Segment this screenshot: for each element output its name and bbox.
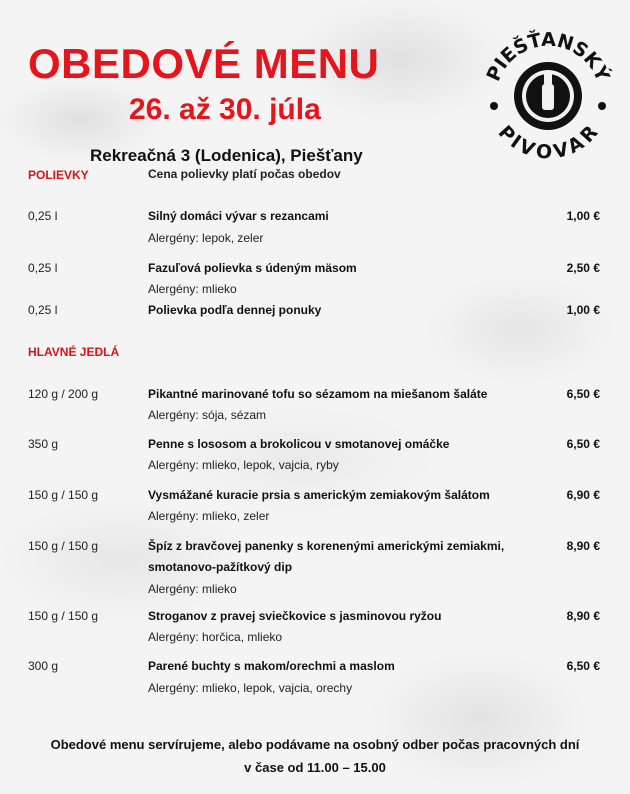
item-quantity: 0,25 l <box>28 209 58 223</box>
item-price: 8,90 € <box>566 539 600 553</box>
item-allergens: Alergény: lepok, zeler <box>148 231 264 245</box>
item-name: Polievka podľa dennej ponuky <box>148 303 322 317</box>
item-allergens: Alergény: mlieko, lepok, vajcia, orechy <box>148 681 353 695</box>
soup-price-note: Cena polievky platí počas obedov <box>148 167 341 181</box>
item-name: Pikantné marinované tofu so sézamom na miešanom šaláte <box>148 387 488 401</box>
brewery-logo <box>474 18 622 166</box>
item-price: 6,50 € <box>566 437 600 451</box>
item-name: Silný domáci vývar s rezancami <box>148 209 329 223</box>
logo-text-bottom: PIVOVAR <box>493 121 603 164</box>
item-allergens: Alergény: mlieko <box>148 582 237 596</box>
item-price: 1,00 € <box>566 303 600 317</box>
item-quantity: 350 g <box>28 437 59 451</box>
item-price: 2,50 € <box>566 261 600 275</box>
item-quantity: 150 g / 150 g <box>28 609 99 623</box>
footer-serving-hours: v čase od 11.00 – 15.00 <box>244 760 386 775</box>
item-allergens: Alergény: sója, sézam <box>148 408 267 422</box>
item-allergens: Alergény: mlieko <box>148 282 237 296</box>
page-title: OBEDOVÉ MENU <box>28 40 380 87</box>
item-price: 8,90 € <box>566 609 600 623</box>
logo-text-top: PIEŠŤANSKÝ <box>482 28 614 85</box>
item-name: Parené buchty s makom/orechmi a maslom <box>148 659 395 673</box>
item-price: 6,50 € <box>566 387 600 401</box>
item-name: Penne s lososom a brokolicou v smotanovej omáčke <box>148 437 450 451</box>
item-allergens: Alergény: mlieko, zeler <box>148 509 270 523</box>
item-quantity: 0,25 l <box>28 261 58 275</box>
item-price: 6,90 € <box>566 488 600 502</box>
item-quantity: 0,25 l <box>28 303 58 317</box>
item-name: Fazuľová polievka s údeným mäsom <box>148 261 357 275</box>
section-heading-mains: HLAVNÉ JEDLÁ <box>28 345 120 359</box>
item-name: Vysmážané kuracie prsia s americkým zemiakovým šalátom <box>148 488 490 502</box>
item-quantity: 300 g <box>28 659 59 673</box>
item-allergens: Alergény: horčica, mlieko <box>148 630 283 644</box>
item-name: Stroganov z pravej sviečkovice s jasminovou ryžou <box>148 609 442 623</box>
item-allergens: Alergény: mlieko, lepok, vajcia, ryby <box>148 458 339 472</box>
item-price: 1,00 € <box>566 209 600 223</box>
footer-serving-note: Obedové menu servírujeme, alebo podávame na osobný odber počas pracovných dní <box>50 737 580 752</box>
section-heading-soups: POLIEVKY <box>28 168 89 182</box>
address: Rekreačná 3 (Lodenica), Piešťany <box>90 146 363 165</box>
menu-dates: 26. až 30. júla <box>129 93 321 126</box>
item-quantity: 150 g / 150 g <box>28 488 99 502</box>
item-name: Špíz z bravčovej panenky s korenenými americkými zemiakmi, smotanovo-pažítkový dip <box>148 539 505 574</box>
item-quantity: 150 g / 150 g <box>28 539 99 553</box>
item-quantity: 120 g / 200 g <box>28 387 99 401</box>
item-price: 6,50 € <box>566 659 600 673</box>
